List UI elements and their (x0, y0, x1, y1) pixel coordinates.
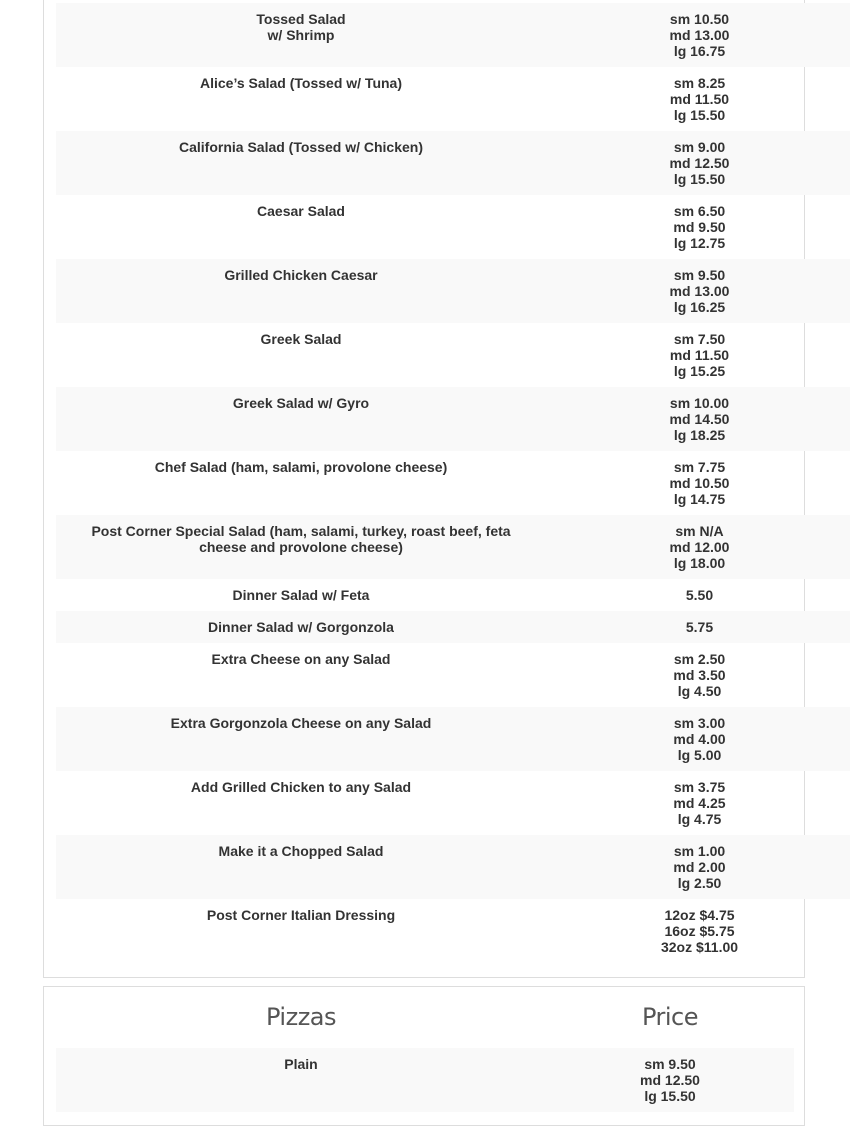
price-line: sm 8.25 (673, 75, 726, 91)
menu-item-name-line: Dinner Salad w/ Gorgonzola (208, 619, 394, 635)
price-line: lg 5.00 (677, 747, 722, 763)
menu-item-name (56, 3, 546, 67)
menu-item-name (56, 707, 546, 771)
price-line: lg 4.50 (677, 683, 722, 699)
price-line: md 12.50 (640, 1072, 700, 1088)
menu-item-name (56, 515, 546, 579)
pizzas-panel (43, 986, 805, 1126)
price-line: 12oz $4.75 (664, 907, 735, 923)
table-row (56, 1048, 794, 1112)
menu-item-name-line: Tossed Salad (256, 11, 346, 27)
menu-item-name-line: Caesar Salad (257, 203, 345, 219)
price-line: lg 15.50 (673, 107, 726, 123)
table-row (56, 515, 850, 579)
price-line: md 4.25 (673, 795, 726, 811)
menu-item-name-line: Post Corner Special Salad (ham, salami, turkey, roast beef, feta cheese and provolone cheese) (91, 523, 511, 555)
table-row (56, 323, 850, 387)
price-line: sm 3.00 (673, 715, 726, 731)
price-line: md 13.00 (669, 27, 730, 43)
table-row (56, 611, 850, 643)
price-line: lg 18.25 (673, 427, 726, 443)
pizzas-table-body (56, 1048, 794, 1112)
salads-menu-table (56, 3, 850, 963)
table-row (56, 387, 850, 451)
price-line: sm 6.50 (673, 203, 726, 219)
price-line: 5.50 (685, 587, 714, 603)
menu-item-price (546, 387, 850, 451)
price-line: 16oz $5.75 (664, 923, 735, 939)
menu-item-price (546, 195, 850, 259)
menu-item-price (546, 579, 850, 611)
table-row (56, 643, 850, 707)
table-row (56, 67, 850, 131)
price-line: sm 9.50 (644, 1056, 696, 1072)
price-line: sm 3.75 (673, 779, 726, 795)
menu-item-name-line: Dinner Salad w/ Feta (232, 587, 370, 603)
price-line: lg 12.75 (673, 235, 726, 251)
table-row (56, 451, 850, 515)
menu-item-price (546, 835, 850, 899)
menu-item-name-line: California Salad (Tossed w/ Chicken) (178, 139, 423, 155)
price-line: md 14.50 (669, 411, 730, 427)
price-line: lg 16.25 (673, 299, 726, 315)
menu-item-name-line: Greek Salad (260, 331, 342, 347)
price-line: 5.75 (685, 619, 714, 635)
price-line: md 12.00 (669, 539, 730, 555)
menu-item-name-line: Greek Salad w/ Gyro (232, 395, 370, 411)
menu-item-price (546, 451, 850, 515)
price-line: md 11.50 (669, 347, 730, 363)
price-line: 32oz $11.00 (660, 939, 739, 955)
menu-item-name-line: Chef Salad (ham, salami, provolone cheese) (154, 459, 448, 475)
menu-item-name-line: w/ Shrimp (267, 27, 335, 43)
menu-item-name-line: Make it a Chopped Salad (218, 843, 384, 859)
table-row (56, 195, 850, 259)
price-line: md 3.50 (673, 667, 726, 683)
table-row (56, 131, 850, 195)
price-line: md 11.50 (669, 91, 730, 107)
pizzas-header-price: Price (641, 1003, 699, 1031)
price-line: sm 9.50 (673, 267, 726, 283)
table-row (56, 707, 850, 771)
price-line: md 13.00 (669, 283, 730, 299)
price-line: md 9.50 (673, 219, 726, 235)
price-line: sm 1.00 (673, 843, 726, 859)
pizzas-header-item: Pizzas (265, 1003, 337, 1031)
menu-item-price (546, 707, 850, 771)
menu-item-name (56, 611, 546, 643)
price-line: md 10.50 (669, 475, 730, 491)
price-line: lg 15.25 (673, 363, 726, 379)
menu-item-name-line: Plain (284, 1056, 318, 1072)
menu-item-name (56, 643, 546, 707)
menu-item-price (546, 611, 850, 643)
menu-item-price (546, 771, 850, 835)
menu-item-name-line: Extra Cheese on any Salad (211, 651, 391, 667)
menu-item-name (56, 835, 546, 899)
menu-item-price (546, 259, 850, 323)
price-line: sm 7.50 (673, 331, 726, 347)
menu-item-price (546, 643, 850, 707)
menu-item-name-line: Add Grilled Chicken to any Salad (190, 779, 412, 795)
price-line: lg 2.50 (677, 875, 722, 891)
menu-item-name (56, 1048, 546, 1112)
table-row (56, 579, 850, 611)
price-line: md 12.50 (669, 155, 730, 171)
table-row (56, 259, 850, 323)
salads-panel (43, 0, 805, 978)
menu-item-price (546, 67, 850, 131)
price-line: sm 9.00 (673, 139, 726, 155)
menu-item-name (56, 771, 546, 835)
price-line: sm 10.00 (669, 395, 730, 411)
price-line: lg 14.75 (673, 491, 726, 507)
pizzas-header-row (56, 987, 794, 1048)
menu-item-price (546, 1048, 794, 1112)
menu-item-price (546, 515, 850, 579)
menu-item-name (56, 899, 546, 963)
salads-table-body (56, 3, 850, 963)
menu-item-name (56, 131, 546, 195)
price-line: lg 15.50 (673, 171, 726, 187)
table-row (56, 835, 850, 899)
price-line: sm N/A (675, 523, 724, 539)
menu-item-name (56, 323, 546, 387)
menu-item-price (546, 899, 850, 963)
price-line: lg 4.75 (677, 811, 722, 827)
menu-item-name (56, 259, 546, 323)
menu-item-name (56, 67, 546, 131)
menu-item-name-line: Alice’s Salad (Tossed w/ Tuna) (199, 75, 402, 91)
menu-item-price (546, 131, 850, 195)
price-line: sm 10.50 (669, 11, 730, 27)
price-line: lg 16.75 (673, 43, 726, 59)
price-line: md 4.00 (673, 731, 726, 747)
menu-item-name (56, 579, 546, 611)
pizzas-menu-table (56, 987, 794, 1112)
table-row (56, 899, 850, 963)
table-row (56, 3, 850, 67)
menu-item-name-line: Extra Gorgonzola Cheese on any Salad (170, 715, 432, 731)
price-line: lg 15.50 (644, 1088, 696, 1104)
price-line: sm 2.50 (673, 651, 726, 667)
menu-item-price (546, 323, 850, 387)
price-line: sm 7.75 (673, 459, 726, 475)
menu-item-name (56, 451, 546, 515)
price-line: lg 18.00 (673, 555, 726, 571)
menu-item-name-line: Post Corner Italian Dressing (206, 907, 396, 923)
menu-item-price (546, 3, 850, 67)
menu-item-name-line: Grilled Chicken Caesar (224, 267, 378, 283)
price-line: md 2.00 (673, 859, 726, 875)
menu-item-name (56, 387, 546, 451)
menu-item-name (56, 195, 546, 259)
table-row (56, 771, 850, 835)
